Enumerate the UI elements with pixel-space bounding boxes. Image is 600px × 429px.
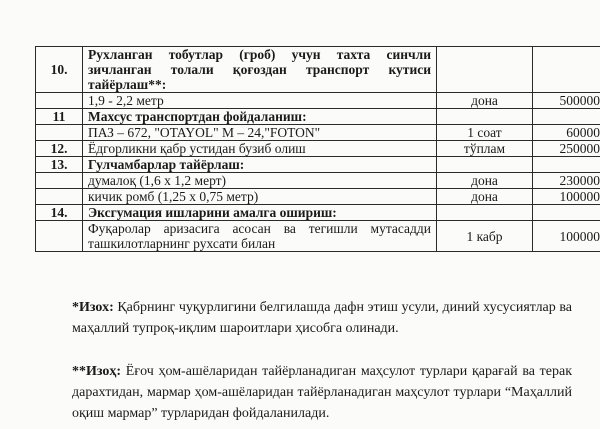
desc-line: Рухланган тобутлар (гроб) учун тахта синчли xyxy=(88,47,431,62)
desc-line: тайёрлаш**: xyxy=(88,77,167,92)
table-row xyxy=(36,125,600,141)
row-unit: дона xyxy=(437,173,533,189)
row-price xyxy=(533,205,600,221)
row-price: 500000 xyxy=(533,93,600,109)
table-row xyxy=(36,189,600,205)
desc-line: Фуқаролар аризасига асосан ва тегишли мутасадди xyxy=(88,221,431,236)
row-number xyxy=(36,189,83,205)
table-row xyxy=(36,173,600,189)
row-description: Махсус транспортдан фойдаланиш: xyxy=(83,109,437,125)
row-description: 1,9 - 2,2 метр xyxy=(83,93,437,109)
footnote-1-text: Қабрнинг чуқурлигини белгилашда дафн этиш усули, диний хусусиятлар ва маҳаллий тупроқ-иқлим шароитлари ҳисобга олинади. xyxy=(72,300,572,336)
row-price: 230000 xyxy=(533,173,600,189)
table-row xyxy=(36,109,600,125)
row-number xyxy=(36,173,83,189)
row-number: 13. xyxy=(36,157,83,173)
footnote-1 xyxy=(72,297,572,339)
table-row xyxy=(36,157,600,173)
footnote-2 xyxy=(72,361,572,424)
row-unit: тўплам xyxy=(437,141,533,157)
row-unit: 1 соат xyxy=(437,125,533,141)
table-row xyxy=(36,47,600,93)
row-unit xyxy=(437,47,533,93)
row-number xyxy=(36,125,83,141)
footnote-1-lead: *Изох: xyxy=(72,300,114,315)
row-unit xyxy=(437,205,533,221)
desc-line: зичланган толали қоғоздан транспорт кутиси xyxy=(88,62,431,77)
table-row xyxy=(36,205,600,221)
row-description xyxy=(83,47,437,93)
row-unit xyxy=(437,109,533,125)
desc-line: ташкилотларнинг рухсати билан xyxy=(88,236,276,251)
row-description xyxy=(83,221,437,252)
row-number: 11 xyxy=(36,109,83,125)
row-number: 10. xyxy=(36,47,83,93)
row-unit: 1 кабр xyxy=(437,221,533,252)
footnote-2-text: Ёғоч ҳом-ашёларидан тайёрланадиган маҳсулот турлари қарағай ва терак дарахтидан, мармар ҳом-ашёларидан тайёрланадиган маҳсулот турлари “Маҳаллий оқиш мармар” турларидан фойдаланилади. xyxy=(72,364,572,421)
row-number xyxy=(36,221,83,252)
row-number: 12. xyxy=(36,141,83,157)
row-price xyxy=(533,47,600,93)
row-price xyxy=(533,109,600,125)
row-price: 250000 xyxy=(533,141,600,157)
row-number xyxy=(36,93,83,109)
table-row xyxy=(36,93,600,109)
table-row xyxy=(36,221,600,252)
row-description: кичик ромб (1,25 х 0,75 метр) xyxy=(83,189,437,205)
footnote-2-lead: **Изоҳ: xyxy=(72,364,122,379)
price-table xyxy=(35,46,600,252)
row-unit xyxy=(437,157,533,173)
row-price: 100000 xyxy=(533,221,600,252)
row-description: ПАЗ – 672, "OTAYOL" M – 24,"FOTON" xyxy=(83,125,437,141)
row-number: 14. xyxy=(36,205,83,221)
row-unit: дона xyxy=(437,93,533,109)
row-description: Эксгумация ишларини амалга ошириш: xyxy=(83,205,437,221)
row-description: Ёдгорликни қабр устидан бузиб олиш xyxy=(83,141,437,157)
row-price: 60000 xyxy=(533,125,600,141)
table-row xyxy=(36,141,600,157)
row-unit: дона xyxy=(437,189,533,205)
row-description: Гулчамбарлар тайёрлаш: xyxy=(83,157,437,173)
row-description: думалоқ (1,6 х 1,2 мерт) xyxy=(83,173,437,189)
row-price xyxy=(533,157,600,173)
row-price: 100000 xyxy=(533,189,600,205)
